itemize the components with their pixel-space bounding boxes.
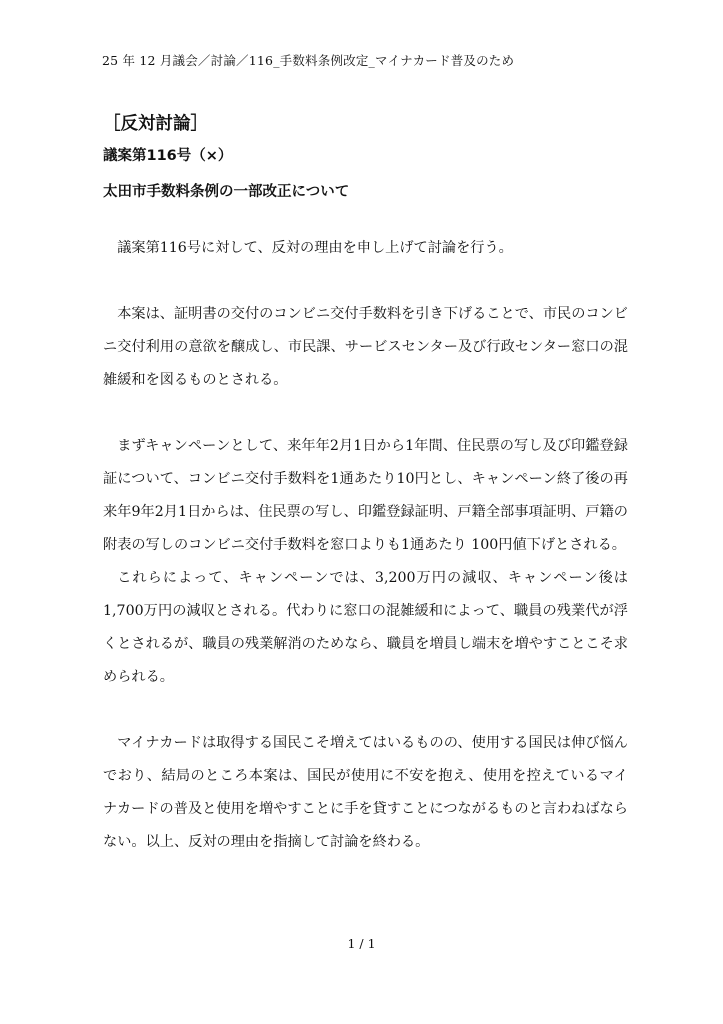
document-body xyxy=(103,232,628,859)
document-header-path: 25 年 12 月議会／討論／116_手数料条例改定_マイナカード普及のため xyxy=(102,53,515,68)
paragraph-gap xyxy=(103,265,628,298)
section-heading: ［反対討論］ xyxy=(103,114,208,134)
paragraph-gap xyxy=(103,694,628,727)
paragraph-revenue: これらによって、キャンペーンでは、3,200万円の減収、キャンペーン後は1,700万円の減収とされる。代わりに窓口の混雑緩和によって、職員の残業代が浮くとされるが、職員の残業解消のためなら、職員を増員し端末を増やすことこそ求められる。 xyxy=(103,570,628,685)
paragraph-opening: 議案第116号に対して、反対の理由を申し上げて討論を行う。 xyxy=(117,240,513,256)
paragraph-purpose: 本案は、証明書の交付のコンビニ交付手数料を引き下げることで、市民のコンビニ交付利用の意欲を醸成し、市民課、サービスセンター及び行政センター窓口の混雑緩和を図るものとされる。 xyxy=(103,306,628,388)
paragraph-gap xyxy=(103,397,628,430)
paragraph-campaign: まずキャンペーンとして、来年年2月1日から1年間、住民票の写し及び印鑑登録証について、コンビニ交付手数料を1通あたり10円とし、キャンペーン終了後の再来年9年2月1日からは、住民票の写し、印鑑登録証明、戸籍全部事項証明、戸籍の附表の写しのコンビニ交付手数料を窓口よりも1通あたり 100円値下げとされる。 xyxy=(103,438,628,553)
page-number: 1 / 1 xyxy=(347,936,376,951)
paragraph-conclusion: マイナカードは取得する国民こそ増えてはいるものの、使用する国民は伸び悩んでおり、結局のところ本案は、国民が使用に不安を抱え、使用を控えているマイナカードの普及と使用を増やすことに手を貸すことにつながるものと言わねばならない。以上、反対の理由を指摘して討論を終わる。 xyxy=(103,735,628,850)
bill-title: 太田市手数料条例の一部改正について xyxy=(103,184,350,200)
bill-number: 議案第116号（×） xyxy=(103,148,233,164)
